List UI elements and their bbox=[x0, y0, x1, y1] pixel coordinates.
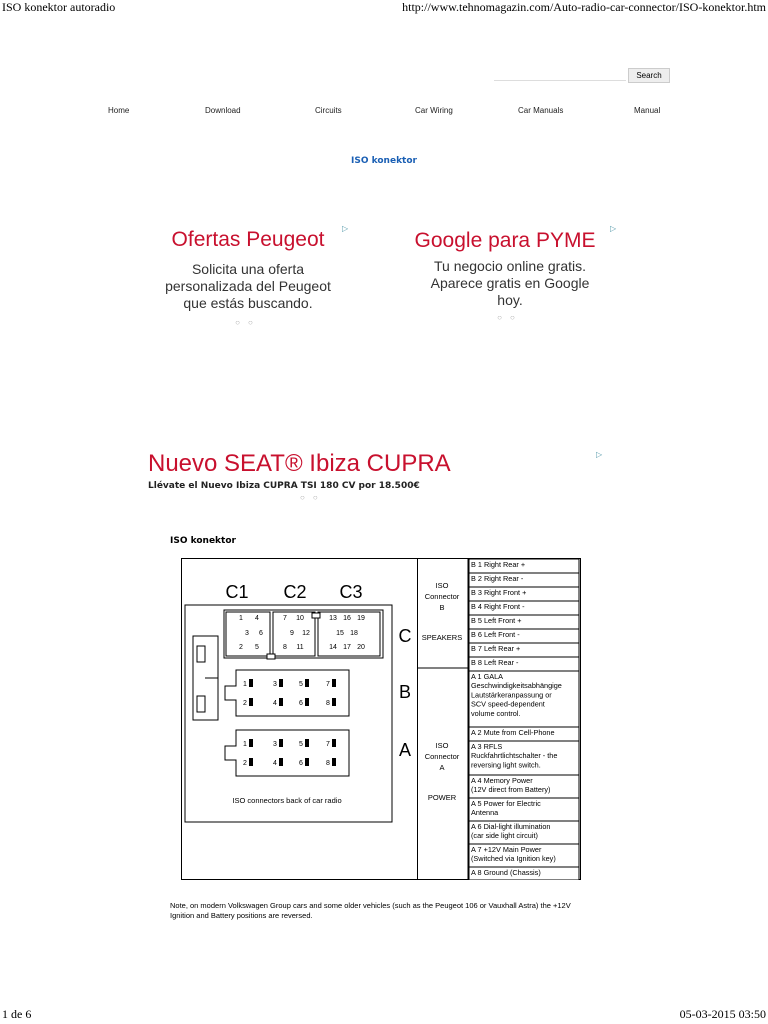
row-label-c: C bbox=[398, 626, 412, 646]
page-counter: 1 de 6 bbox=[2, 1007, 32, 1021]
pin-table-text: A 1 GALA bbox=[471, 672, 504, 681]
pin-label: 6 bbox=[259, 630, 263, 637]
pin-label: 14 bbox=[329, 644, 337, 651]
pin-label: 8 bbox=[326, 700, 330, 707]
pin-table bbox=[469, 559, 579, 880]
pin-label: 4 bbox=[273, 760, 277, 767]
nav-item-car-manuals[interactable]: Car Manuals bbox=[518, 106, 564, 115]
pin-label: 8 bbox=[326, 760, 330, 767]
section-title: ISO konektor bbox=[170, 536, 236, 546]
label-line: Connector bbox=[424, 592, 460, 601]
pin-label: 2 bbox=[243, 700, 247, 707]
pin-label: 13 bbox=[329, 615, 337, 622]
ad-carousel-dots[interactable]: ○○ bbox=[300, 493, 326, 502]
label-line: Connector bbox=[424, 752, 460, 761]
header-c3: C3 bbox=[339, 582, 363, 602]
pin-table-text: (Switched via Ignition key) bbox=[471, 854, 556, 864]
pin-table-text: B 4 Right Front - bbox=[471, 602, 525, 611]
pin-label: 3 bbox=[273, 741, 277, 748]
pin-label: 3 bbox=[245, 630, 249, 637]
pin-table-text: volume control. bbox=[471, 708, 521, 718]
nav-item-car-wiring[interactable]: Car Wiring bbox=[415, 106, 453, 115]
ad-seat-body: Llévate el Nuevo Ibiza CUPRA TSI 180 CV por 18.500€ bbox=[148, 481, 420, 491]
pin-label: 5 bbox=[299, 681, 303, 688]
pin-label: 1 bbox=[239, 615, 243, 622]
pin-label: 17 bbox=[343, 644, 351, 651]
nav-item-download[interactable]: Download bbox=[205, 106, 241, 115]
page-title: ISO konektor autoradio bbox=[2, 0, 116, 14]
page-url: http://www.tehnomagazin.com/Auto-radio-car-connector/ISO-konektor.htm bbox=[402, 0, 766, 14]
search-input[interactable] bbox=[494, 68, 626, 81]
pin-label: 18 bbox=[350, 630, 358, 637]
pin-label: 2 bbox=[239, 644, 243, 651]
pin-label: 4 bbox=[255, 615, 259, 622]
pin-table-text: B 1 Right Rear + bbox=[471, 560, 526, 569]
pin-label: 1 bbox=[243, 681, 247, 688]
nav-item-circuits[interactable]: Circuits bbox=[315, 106, 342, 115]
pin-table-text: (car side light circuit) bbox=[471, 831, 538, 841]
pin-table-text: Lautstärkeranpassung or bbox=[471, 690, 552, 700]
adchoices-icon[interactable]: ▷ bbox=[610, 224, 617, 233]
pin-label: 11 bbox=[296, 644, 304, 651]
pin-table-text: Geschwindigkeitsabhängige bbox=[471, 681, 562, 691]
ad-carousel-dots[interactable]: ○○ bbox=[497, 313, 523, 322]
ad-body-line: Aparece gratis en Google bbox=[430, 275, 590, 291]
pin-table-text: B 8 Left Rear - bbox=[471, 658, 519, 667]
pin-table-text: B 7 Left Rear + bbox=[471, 644, 521, 653]
ad-body bbox=[410, 258, 610, 309]
ad-body bbox=[138, 261, 358, 312]
ad-title[interactable]: Google para PYME bbox=[414, 229, 596, 252]
pin-table-text: B 3 Right Front + bbox=[471, 588, 527, 597]
row-label-a: A bbox=[398, 740, 412, 760]
pin-label: 7 bbox=[283, 615, 287, 622]
adchoices-icon[interactable]: ▷ bbox=[596, 450, 603, 459]
pin-label: 6 bbox=[299, 700, 303, 707]
search-button[interactable]: Search bbox=[628, 68, 670, 83]
ad-seat-title[interactable]: Nuevo SEAT® Ibiza CUPRA bbox=[148, 450, 451, 477]
row-label-b: B bbox=[398, 682, 412, 702]
ad-body-line: personalizada del Peugeot bbox=[165, 278, 331, 294]
pin-label: 16 bbox=[343, 615, 351, 622]
pin-label: 9 bbox=[290, 630, 294, 637]
power-label: POWER bbox=[427, 793, 457, 802]
diagram-caption: ISO connectors back of car radio bbox=[232, 796, 342, 805]
nav-item-home[interactable]: Home bbox=[108, 106, 130, 115]
ad-google[interactable] bbox=[410, 222, 620, 322]
pin-table-text: A 2 Mute from Cell-Phone bbox=[471, 728, 555, 737]
note-text: Note, on modern Volkswagen Group cars and some older vehicles (such as the Peugeot 106 or Vauxhall Astra) the +12V Ignition and Battery positions are reversed. bbox=[170, 901, 571, 920]
pin-label: 10 bbox=[296, 615, 304, 622]
pin-table-text: B 2 Right Rear - bbox=[471, 574, 524, 583]
pin-table-text: reversing light switch. bbox=[471, 760, 541, 770]
pin-table-text: SCV speed-dependent bbox=[471, 699, 545, 709]
pin-table-text: (12V direct from Battery) bbox=[471, 785, 551, 795]
ad-body-line: que estás buscando. bbox=[183, 295, 313, 311]
ad-body-line: Solicita una oferta bbox=[191, 261, 305, 277]
pin-label: 5 bbox=[255, 644, 259, 651]
pin-label: 1 bbox=[243, 741, 247, 748]
pin-label: 8 bbox=[283, 644, 287, 651]
label-line: A bbox=[439, 763, 445, 772]
ad-body-line: hoy. bbox=[497, 292, 523, 308]
ad-title[interactable]: Ofertas Peugeot bbox=[171, 228, 325, 251]
ad-peugeot[interactable] bbox=[138, 222, 358, 327]
pin-table-text: A 3 RFLS bbox=[471, 742, 503, 751]
iso-konektor-link[interactable]: ISO konektor bbox=[351, 156, 417, 166]
pin-label: 5 bbox=[299, 741, 303, 748]
label-line: B bbox=[439, 603, 445, 612]
label-line: ISO bbox=[435, 581, 449, 590]
pin-table-text: B 6 Left Front - bbox=[471, 630, 520, 639]
pin-label: 3 bbox=[273, 681, 277, 688]
pin-label: 19 bbox=[357, 615, 365, 622]
label-line: ISO bbox=[435, 741, 449, 750]
print-datetime: 05-03-2015 03:50 bbox=[679, 1007, 766, 1021]
pin-table-text: A 6 Dial-light illumination bbox=[471, 822, 551, 831]
pin-table-text: B 5 Left Front + bbox=[471, 616, 522, 625]
pin-label: 7 bbox=[326, 741, 330, 748]
pin-label: 4 bbox=[273, 700, 277, 707]
pin-label: 20 bbox=[357, 644, 365, 651]
pin-table-text: A 5 Power for Electric bbox=[471, 799, 541, 808]
pin-label: 12 bbox=[302, 630, 310, 637]
pin-label: 7 bbox=[326, 681, 330, 688]
pin-table-text: Ruckfahrtlichtschalter - the bbox=[471, 751, 558, 761]
pin-table-text: Antenna bbox=[471, 808, 499, 818]
adchoices-icon[interactable]: ▷ bbox=[342, 224, 349, 233]
pin-table-text: A 8 Ground (Chassis) bbox=[471, 868, 541, 877]
pin-label: 15 bbox=[336, 630, 344, 637]
pin-table-text: A 4 Memory Power bbox=[471, 776, 533, 785]
header-c1: C1 bbox=[225, 582, 249, 602]
nav-item-manual[interactable]: Manual bbox=[634, 106, 661, 115]
header-c2: C2 bbox=[283, 582, 307, 602]
pin-table-text: A 7 +12V Main Power bbox=[471, 845, 542, 854]
iso-connector-diagram bbox=[181, 558, 581, 880]
ad-body-line: Tu negocio online gratis. bbox=[433, 258, 587, 274]
speakers-label: SPEAKERS bbox=[421, 633, 463, 642]
pin-label: 6 bbox=[299, 760, 303, 767]
ad-carousel-dots[interactable]: ○○ bbox=[235, 318, 261, 327]
pin-label: 2 bbox=[243, 760, 247, 767]
